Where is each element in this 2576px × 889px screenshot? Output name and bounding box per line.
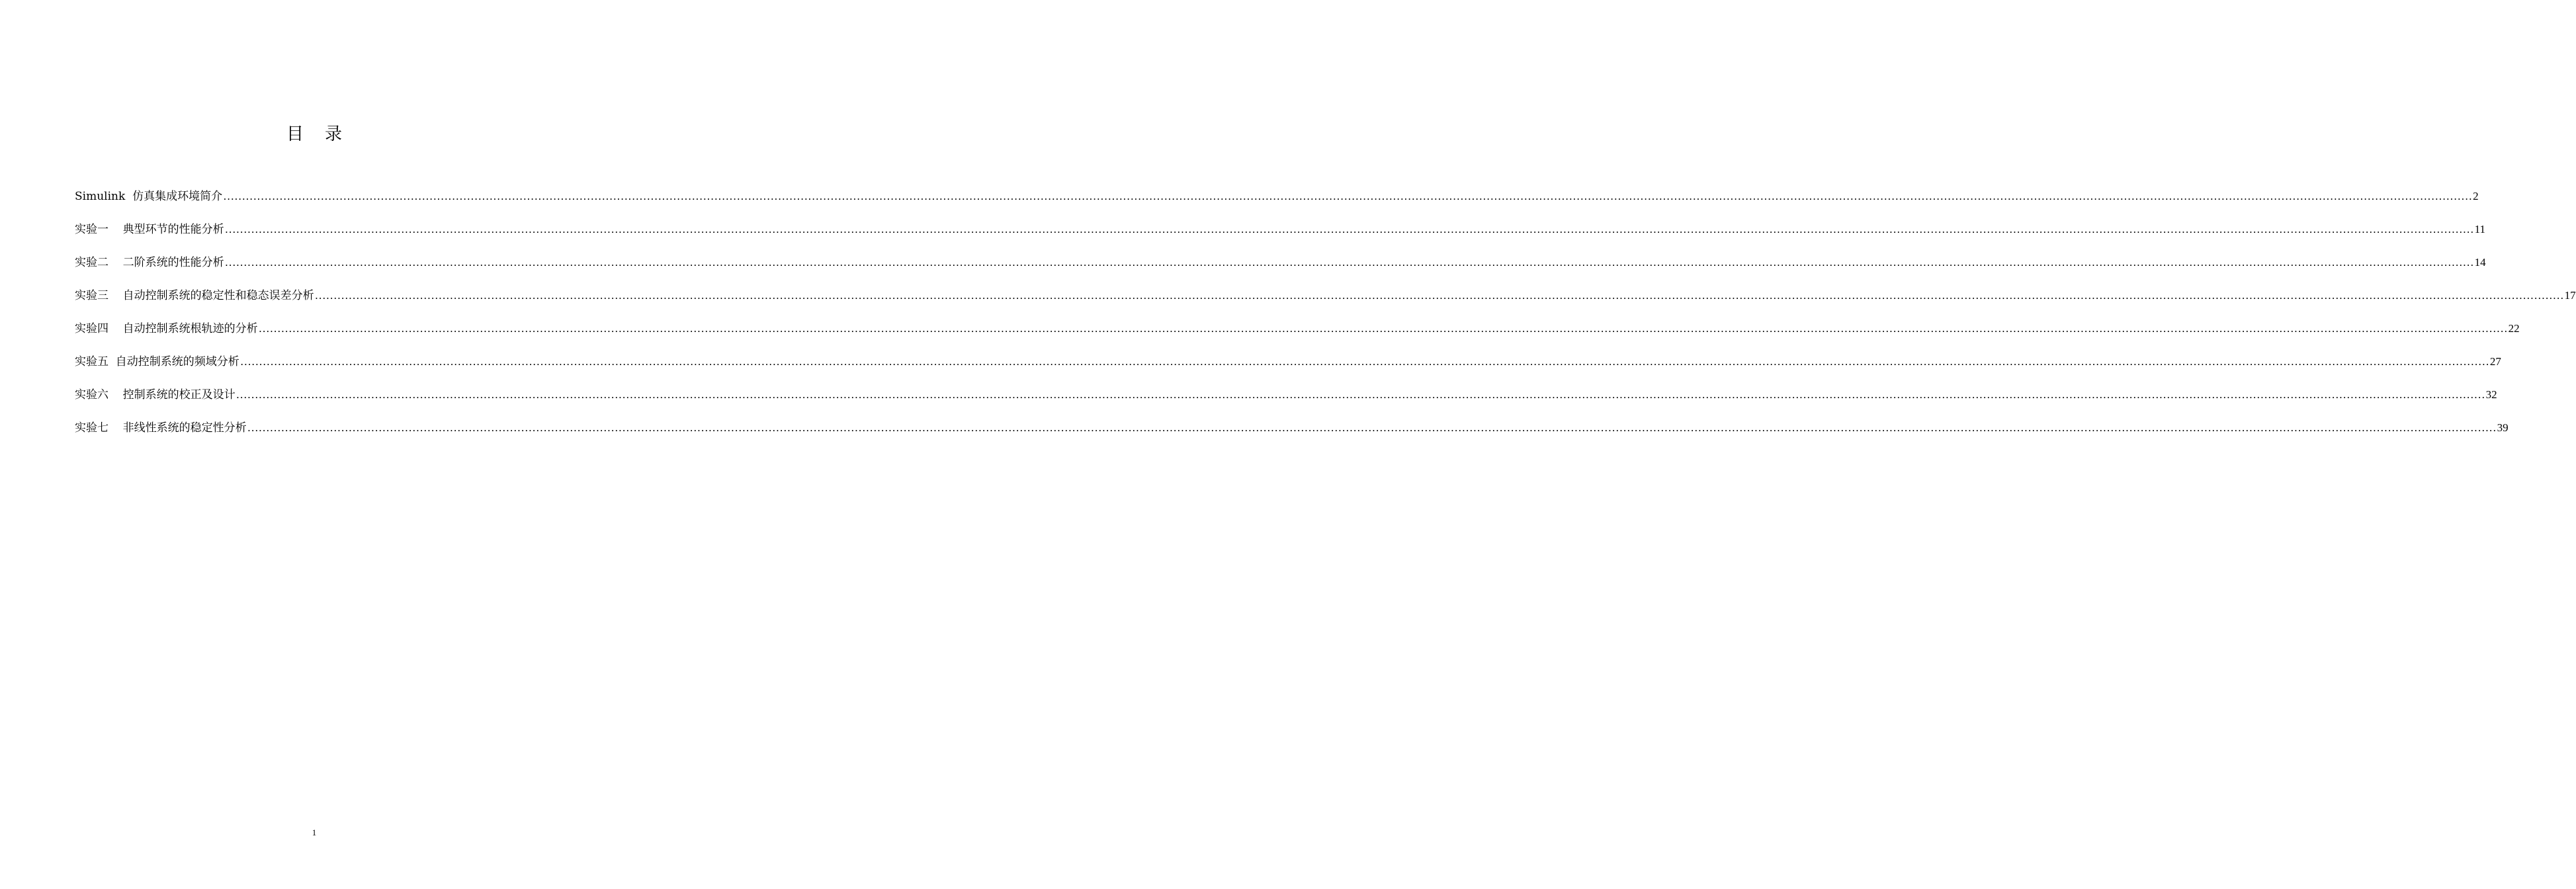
toc-entry-label: 实验七 非线性系统的稳定性分析	[75, 421, 247, 435]
toc-entry[interactable]	[75, 220, 2485, 253]
toc-entry[interactable]	[75, 418, 2509, 451]
toc-entry[interactable]	[75, 319, 2520, 352]
toc-entry[interactable]	[75, 286, 2576, 319]
toc-entry-page: 22	[2508, 322, 2520, 335]
toc-entry-label: 实验三 自动控制系统的稳定性和稳态误差分析	[75, 289, 314, 302]
toc-entry-label: 实验六 控制系统的校正及设计	[75, 388, 236, 402]
toc-leader-dots: ……………………………………………………………………………………………………………………………………………………………………………………………………………………………………………………………………………………………………………………………………………………………………………………………………………………………………………………………………………………………………………………………………………………	[236, 388, 2485, 401]
toc-entry-page: 39	[2497, 421, 2509, 434]
toc-leader-dots: ……………………………………………………………………………………………………………………………………………………………………………………………………………………………………………………………………………………………………………………………………………………………………………………………………………………………………………………………………………………………………………………………………………………	[223, 190, 2473, 202]
toc-entry-page: 11	[2474, 223, 2485, 235]
toc-entry[interactable]	[75, 352, 2501, 385]
toc-entry-label: 实验四 自动控制系统根轨迹的分析	[75, 322, 258, 335]
toc-leader-dots: ……………………………………………………………………………………………………………………………………………………………………………………………………………………………………………………………………………………………………………………………………………………………………………………………………………………………………………………………………………………………………………………………………………………	[239, 355, 2489, 368]
toc-leader-dots: ……………………………………………………………………………………………………………………………………………………………………………………………………………………………………………………………………………………………………………………………………………………………………………………………………………………………………………………………………………………………………………………………………………………	[224, 256, 2474, 269]
toc-entry-label: 实验五 自动控制系统的频域分析	[75, 355, 239, 368]
toc-title-char-2: 录	[325, 124, 343, 144]
toc-leader-dots: ……………………………………………………………………………………………………………………………………………………………………………………………………………………………………………………………………………………………………………………………………………………………………………………………………………………………………………………………………………………………………………………………………………………	[247, 421, 2497, 434]
toc-entry-label: 实验一 典型环节的性能分析	[75, 223, 224, 236]
toc-leader-dots: ……………………………………………………………………………………………………………………………………………………………………………………………………………………………………………………………………………………………………………………………………………………………………………………………………………………………………………………………………………………………………………………………………………………	[258, 322, 2508, 335]
toc-leader-dots: ……………………………………………………………………………………………………………………………………………………………………………………………………………………………………………………………………………………………………………………………………………………………………………………………………………………………………………………………………………………………………………………………………………………	[224, 223, 2474, 235]
toc-entry-label: 实验二 二阶系统的性能分析	[75, 256, 224, 269]
table-of-contents	[75, 187, 2576, 451]
toc-entry-page: 17	[2564, 289, 2576, 302]
toc-entry[interactable]	[75, 187, 2479, 220]
toc-entry[interactable]	[75, 385, 2497, 418]
toc-entry-page: 14	[2474, 256, 2486, 269]
toc-leader-dots: ……………………………………………………………………………………………………………………………………………………………………………………………………………………………………………………………………………………………………………………………………………………………………………………………………………………………………………………………………………………………………………………………………………………	[314, 289, 2564, 302]
toc-entry-label: Simulink 仿真集成环境简介	[75, 190, 223, 203]
toc-entry[interactable]	[75, 253, 2486, 286]
toc-title-char-1: 目	[286, 124, 304, 144]
toc-entry-page: 32	[2485, 388, 2497, 401]
page-number: 1	[312, 827, 317, 837]
toc-title	[0, 123, 628, 146]
toc-entry-page: 2	[2473, 190, 2479, 202]
toc-entry-page: 27	[2489, 355, 2501, 368]
